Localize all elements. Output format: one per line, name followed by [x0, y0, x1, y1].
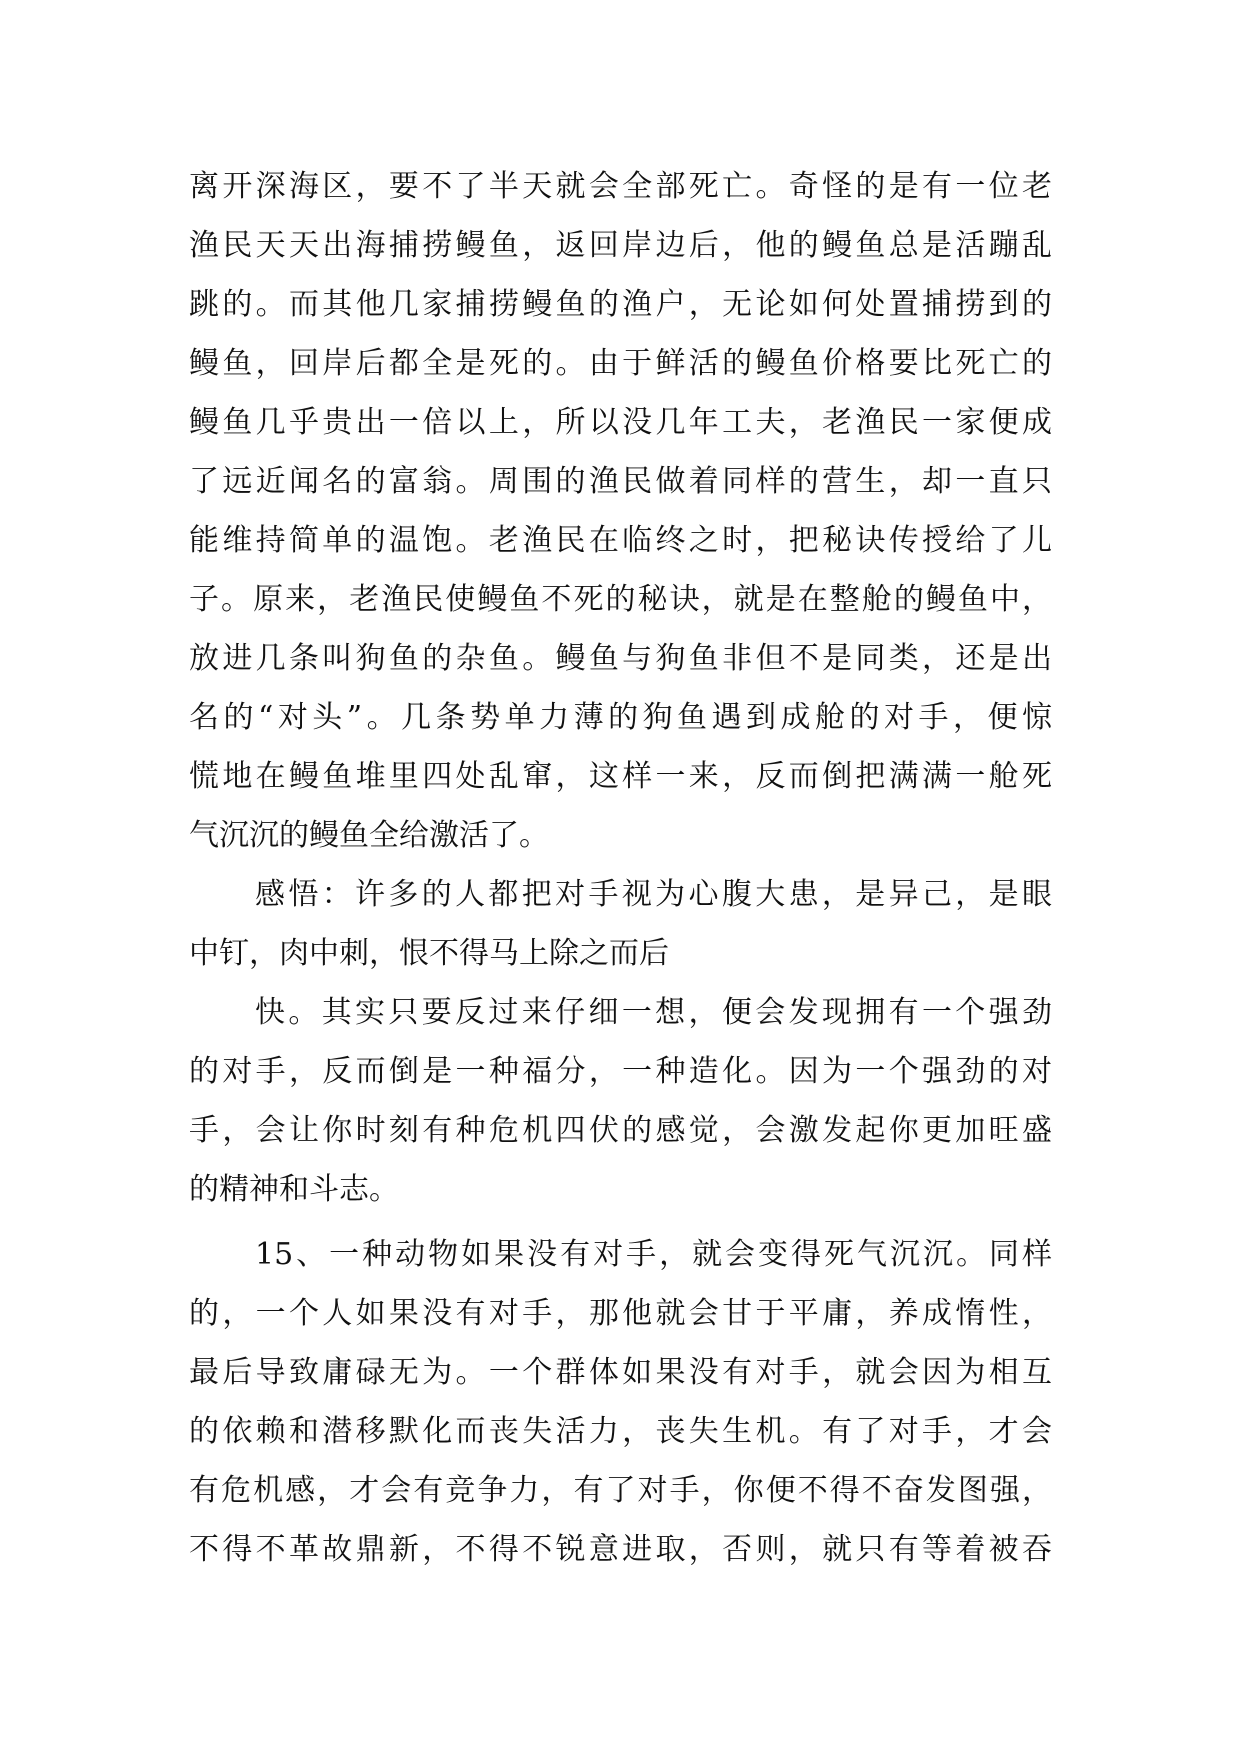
- text-line: 的精神和斗志。: [189, 1172, 399, 1207]
- text-line: 中钉，肉中刺，恨不得马上除之而后: [189, 936, 669, 971]
- text-line: 气沉沉的鳗鱼全给激活了。: [189, 818, 549, 853]
- text-line: 快。其实只要反过来仔细一想，便会发现拥有一个强劲: [255, 995, 1052, 1030]
- text-line: 15、一种动物如果没有对手，就会变得死气沉沉。同样: [255, 1237, 1052, 1272]
- text-line: 子。原来，老渔民使鳗鱼不死的秘诀，就是在整舱的鳗鱼中，: [189, 582, 1052, 617]
- text-line: 鳗鱼，回岸后都全是死的。由于鲜活的鳗鱼价格要比死亡的: [189, 346, 1052, 381]
- paragraph-insight-2: [189, 983, 1052, 1219]
- text-line: 离开深海区，要不了半天就会全部死亡。奇怪的是有一位老: [189, 169, 1052, 204]
- text-line: 有危机感，才会有竞争力，有了对手，你便不得不奋发图强，: [189, 1473, 1052, 1508]
- text-line: 感悟：许多的人都把对手视为心腹大患，是异己，是眼: [255, 877, 1052, 912]
- text-line: 名的“对头”。几条势单力薄的狗鱼遇到成舱的对手，便惊: [189, 700, 1052, 735]
- text-line: 跳的。而其他几家捕捞鳗鱼的渔户，无论如何处置捕捞到的: [189, 287, 1052, 322]
- paragraph-eel-story: [189, 157, 1052, 865]
- text-line: 能维持简单的温饱。老渔民在临终之时，把秘诀传授给了儿: [189, 523, 1052, 558]
- paragraph-item-15: [189, 1225, 1052, 1579]
- text-line: 的，一个人如果没有对手，那他就会甘于平庸，养成惰性，: [189, 1296, 1052, 1331]
- paragraph-insight-1: [189, 865, 1052, 983]
- text-line: 了远近闻名的富翁。周围的渔民做着同样的营生，却一直只: [189, 464, 1052, 499]
- text-line: 手，会让你时刻有种危机四伏的感觉，会激发起你更加旺盛: [189, 1113, 1052, 1148]
- text-line: 的对手，反而倒是一种福分，一种造化。因为一个强劲的对: [189, 1054, 1052, 1089]
- text-line: 渔民天天出海捕捞鳗鱼，返回岸边后，他的鳗鱼总是活蹦乱: [189, 228, 1052, 263]
- text-line: 鳗鱼几乎贵出一倍以上，所以没几年工夫，老渔民一家便成: [189, 405, 1052, 440]
- text-line: 不得不革故鼎新，不得不锐意进取，否则，就只有等着被吞: [189, 1532, 1052, 1567]
- text-line: 放进几条叫狗鱼的杂鱼。鳗鱼与狗鱼非但不是同类，还是出: [189, 641, 1052, 676]
- text-line: 最后导致庸碌无为。一个群体如果没有对手，就会因为相互: [189, 1355, 1052, 1390]
- text-line: 的依赖和潜移默化而丧失活力，丧失生机。有了对手，才会: [189, 1414, 1052, 1449]
- body-text: [189, 157, 1052, 1579]
- text-line: 慌地在鳗鱼堆里四处乱窜，这样一来，反而倒把满满一舱死: [189, 759, 1052, 794]
